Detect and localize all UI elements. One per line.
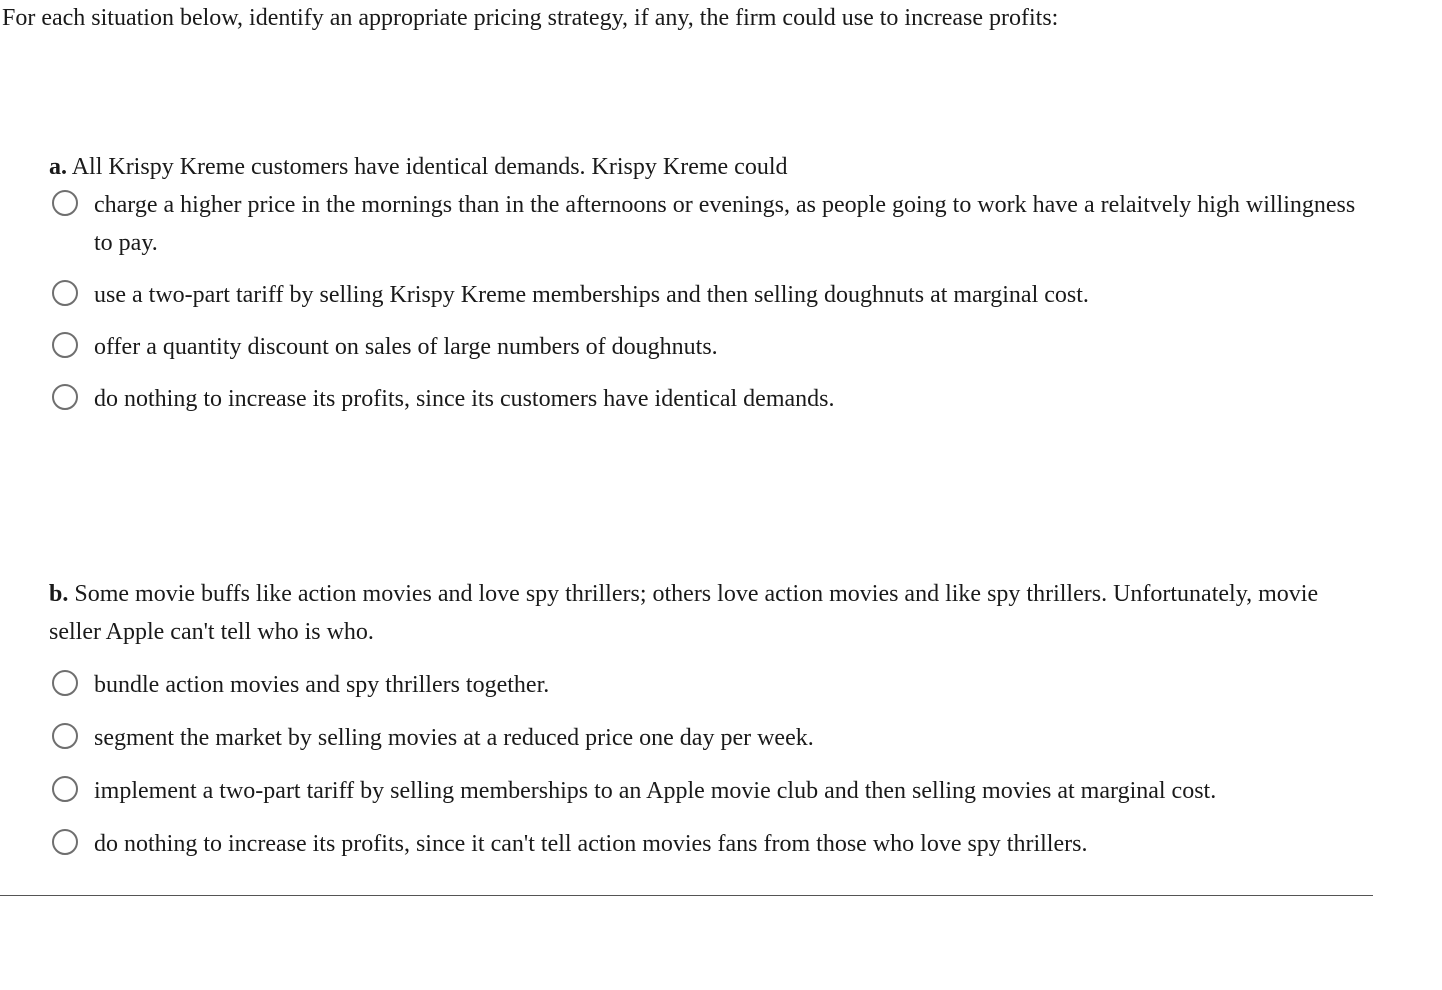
question-b bbox=[49, 575, 1369, 863]
radio-button-icon[interactable] bbox=[52, 384, 78, 410]
radio-button-icon[interactable] bbox=[52, 332, 78, 358]
option-label: use a two-part tariff by selling Krispy Kreme memberships and then selling doughnuts at marginal cost. bbox=[94, 282, 1089, 308]
question-b-stem bbox=[49, 575, 1369, 651]
question-b-option-4[interactable] bbox=[49, 825, 1369, 863]
question-a bbox=[49, 148, 1369, 418]
question-a-options bbox=[49, 186, 1369, 418]
question-b-text: Some movie buffs like action movies and love spy thrillers; others love action movies and like spy thrillers. Unfortunately, movie seller Apple can't tell who is who. bbox=[49, 581, 1319, 645]
question-a-option-1[interactable] bbox=[49, 186, 1369, 262]
question-a-text: All Krispy Kreme customers have identical demands. Krispy Kreme could bbox=[71, 154, 788, 180]
question-a-label: a. bbox=[49, 154, 67, 180]
question-a-option-4[interactable] bbox=[49, 380, 1369, 418]
option-label: do nothing to increase its profits, since its customers have identical demands. bbox=[94, 386, 835, 412]
radio-button-icon[interactable] bbox=[52, 280, 78, 306]
option-label: bundle action movies and spy thrillers together. bbox=[94, 672, 550, 698]
option-label: charge a higher price in the mornings than in the afternoons or evenings, as people going to work have a relaitvely high willingness to pay. bbox=[94, 192, 1356, 256]
option-label: implement a two-part tariff by selling memberships to an Apple movie club and then selling movies at marginal cost. bbox=[94, 778, 1217, 804]
option-label: segment the market by selling movies at a reduced price one day per week. bbox=[94, 725, 814, 751]
question-b-option-3[interactable] bbox=[49, 772, 1369, 810]
radio-button-icon[interactable] bbox=[52, 190, 78, 216]
viewport-clip bbox=[0, 896, 1442, 990]
section-divider bbox=[0, 895, 1373, 896]
question-b-option-1[interactable] bbox=[49, 666, 1369, 704]
option-label: do nothing to increase its profits, since it can't tell action movies fans from those who love spy thrillers. bbox=[94, 831, 1088, 857]
instructions-text: For each situation below, identify an appropriate pricing strategy, if any, the firm could use to increase profits: bbox=[2, 5, 1059, 31]
radio-button-icon[interactable] bbox=[52, 776, 78, 802]
question-a-stem bbox=[49, 148, 1369, 186]
question-b-label: b. bbox=[49, 581, 69, 607]
radio-button-icon[interactable] bbox=[52, 670, 78, 696]
radio-button-icon[interactable] bbox=[52, 723, 78, 749]
question-a-option-3[interactable] bbox=[49, 328, 1369, 366]
option-label: offer a quantity discount on sales of large numbers of doughnuts. bbox=[94, 334, 718, 360]
question-b-options bbox=[49, 666, 1369, 863]
question-a-option-2[interactable] bbox=[49, 276, 1369, 314]
radio-button-icon[interactable] bbox=[52, 829, 78, 855]
question-b-option-2[interactable] bbox=[49, 719, 1369, 757]
